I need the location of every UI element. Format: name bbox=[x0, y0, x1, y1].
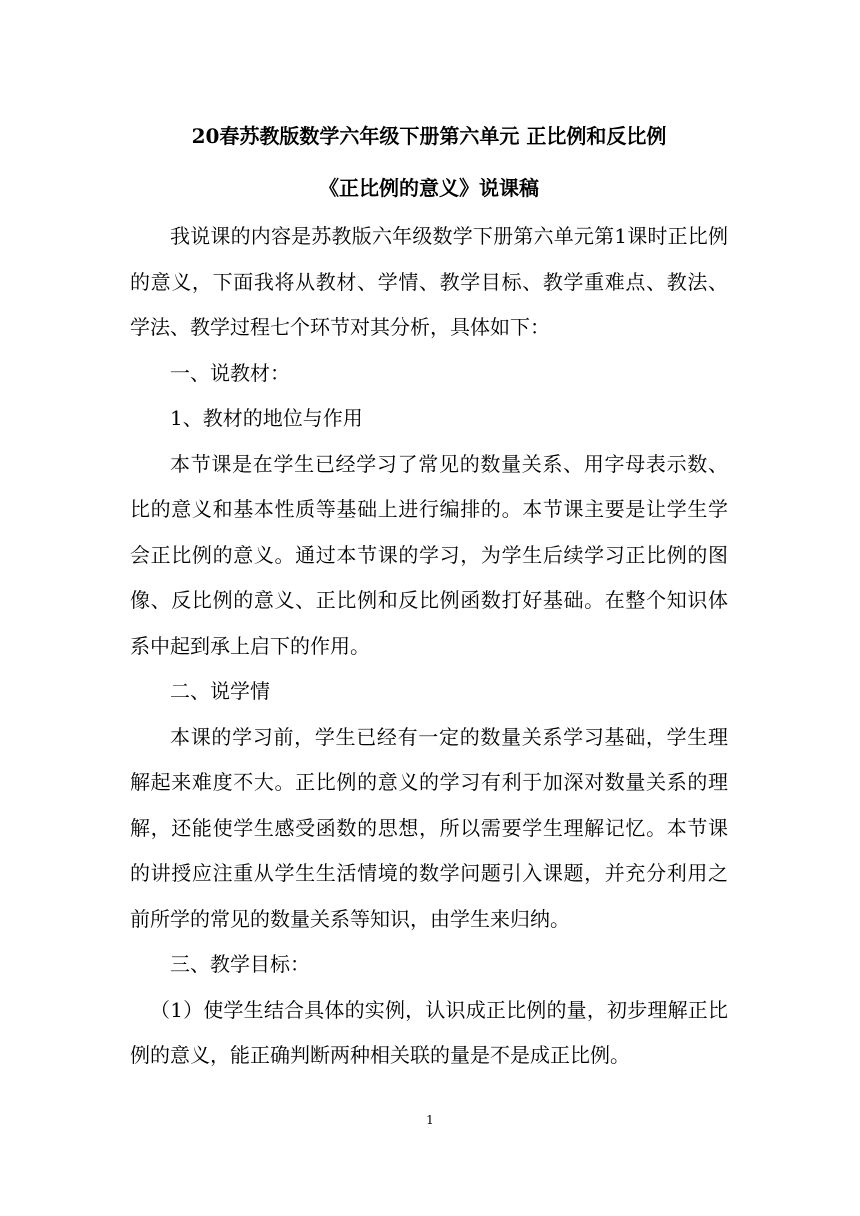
paragraph: 一、说教材： bbox=[170, 360, 290, 385]
paragraph: 三、教学目标： bbox=[170, 952, 310, 976]
document-subtitle: 《正比例的意义》说课稿 bbox=[319, 176, 539, 200]
document-body bbox=[130, 110, 728, 1079]
paragraph: 1、教材的地位与作用 bbox=[170, 406, 363, 430]
paragraph: 二、说学情 bbox=[170, 679, 270, 703]
page-number: 1 bbox=[426, 1113, 434, 1127]
paragraph-list bbox=[130, 214, 728, 1079]
document-title: 20春苏教版数学六年级下册第六单元 正比例和反比例 bbox=[191, 124, 667, 148]
paragraph: 本节课是在学生已经学习了常见的数量关系、用字母表示数、比的意义和基本性质等基础上进行编排的。本节课主要是让学生学会正比例的意义。通过本节课的学习，为学生后续学习正比例的图像、反比例的意义、正比例和反比例函数打好基础。在整个知识体系中起到承上启下的作用。 bbox=[130, 451, 728, 658]
paragraph: 本课的学习前，学生已经有一定的数量关系学习基础，学生理解起来难度不大。正比例的意义的学习有利于加深对数量关系的理解，还能使学生感受函数的思想，所以需要学生理解记忆。本节课的讲授应注重从学生生活情境的数学问题引入课题，并充分利用之前所学的常见的数量关系等知识，由学生来归纳。 bbox=[130, 724, 728, 931]
paragraph: 我说课的内容是苏教版六年级数学下册第六单元第1课时正比例的意义，下面我将从教材、学情、教学目标、教学重难点、教法、学法、教学过程七个环节对其分析，具体如下： bbox=[130, 224, 728, 339]
paragraph: （1）使学生结合具体的实例，认识成正比例的量，初步理解正比例的意义，能正确判断两种相关联的量是不是成正比例。 bbox=[130, 997, 728, 1067]
